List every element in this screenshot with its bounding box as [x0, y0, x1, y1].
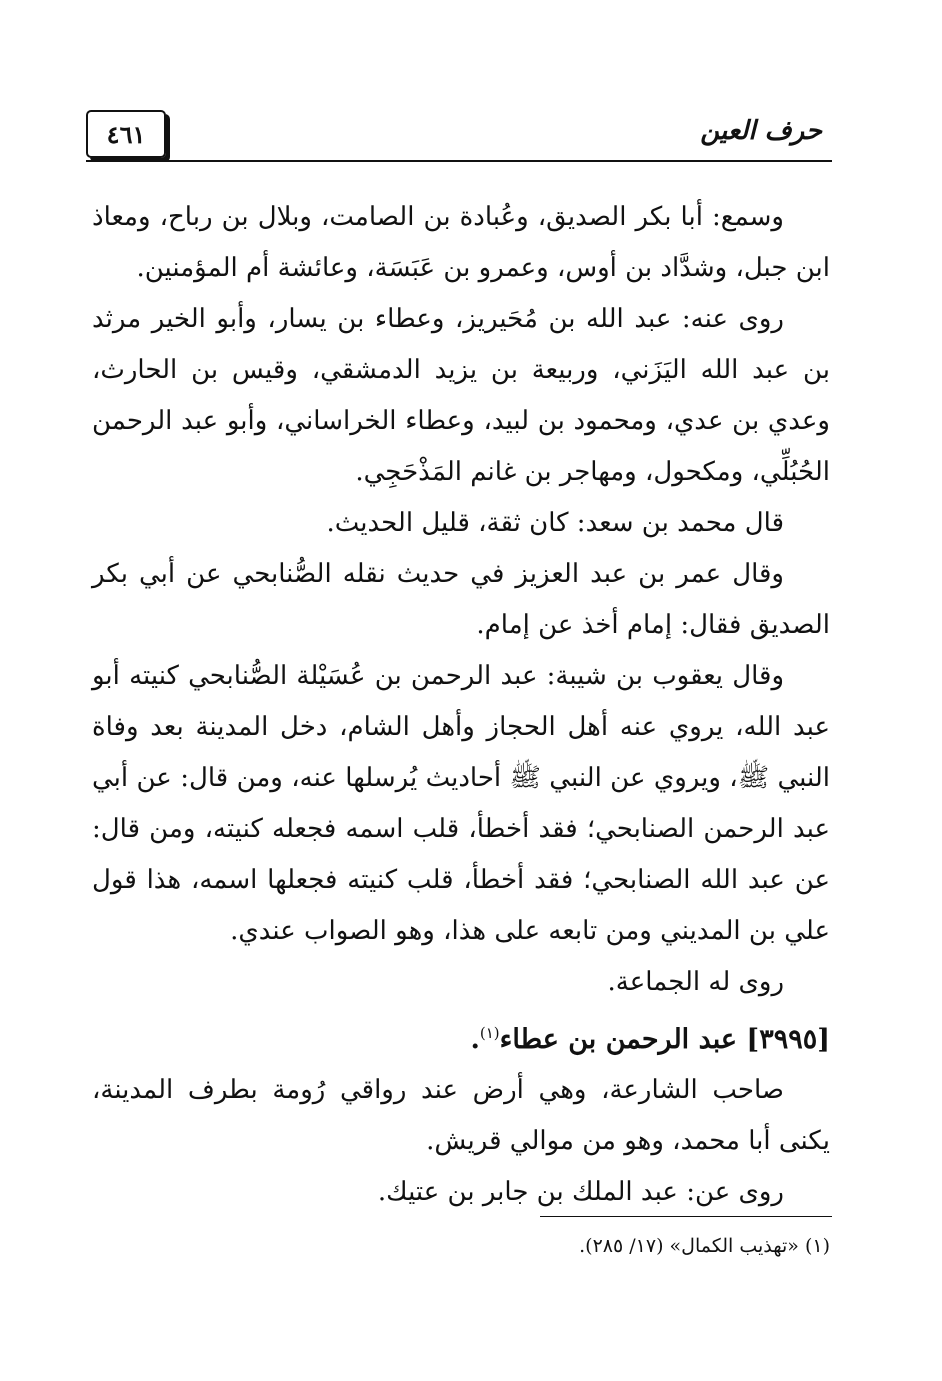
paragraph-narrated-from-him: روى عنه: عبد الله بن مُحَيريز، وعطاء بن يسار، وأبو الخير مرثد بن عبد الله اليَزَني، وربيعة بن يزيد الدمشقي، وقيس بن الحارث، وعدي بن عدي، ومحمود بن لبيد، وعطاء الخراساني، وأبو عبد الرحمن الحُبُلِّي، ومكحول، ومهاجر بن غانم المَذْحَجِي. — [92, 304, 830, 487]
paragraph-yaqub: وقال يعقوب بن شيبة: عبد الرحمن بن عُسَيْلة الصُّنابحي كنيته أبو عبد الله، يروي عنه أهل الحجاز وأهل الشام، دخل المدينة بعد وفاة النبي ﷺ، ويروي عن النبي ﷺ أحاديث يُرسلها عنه، ومن قال: عن أبي عبد الرحمن الصنابحي؛ فقد أخطأ، قلب اسمه فجعله كنيته، ومن قال: عن عبد الله الصنابحي؛ فقد أخطأ، قلب كنيته فجعلها اسمه، هذا قول علي بن المديني ومن تابعه على هذا، وهو الصواب عندي. — [92, 661, 831, 946]
entry-number: [٣٩٩٥] — [746, 1024, 830, 1055]
entry-name: عبد الرحمن بن عطاء — [499, 1024, 738, 1055]
page-number — [86, 110, 166, 158]
running-header: حرف العين — [700, 116, 822, 146]
paragraph-narrated-from: روى عن: عبد الملك بن جابر بن عتيك. — [377, 1177, 784, 1207]
footnote-divider — [540, 1216, 832, 1217]
page-number-text: ٤٦١ — [106, 119, 146, 149]
paragraph-umar: وقال عمر بن عبد العزيز في حديث نقله الصُّنابحي عن أبي بكر الصديق فقال: إمام أخذ عن إمام. — [92, 559, 830, 640]
entry-heading — [92, 1008, 830, 1065]
paragraph-sahib-shariaa: صاحب الشارعة، وهي أرض عند رواقي رُومة بطرف المدينة، يكنى أبا محمد، وهو من موالي قريش. — [92, 1075, 830, 1156]
footnote-reference: (١) — [479, 1024, 500, 1042]
header-divider — [86, 160, 832, 162]
footnote: (١) «تهذيب الكمال» (١٧/ ٢٨٥). — [579, 1235, 830, 1257]
paragraph-ibn-saad: قال محمد بن سعد: كان ثقة، قليل الحديث. — [326, 508, 784, 538]
main-text — [92, 192, 830, 1218]
paragraph-heard-from: وسمع: أبا بكر الصديق، وعُبادة بن الصامت، وبلال بن رباح، ومعاذ ابن جبل، وشدَّاد بن أوس، وعمرو بن عَبَسَة، وعائشة أم المؤمنين. — [92, 202, 830, 283]
entry-heading-end: . — [470, 1024, 480, 1055]
paragraph-jamaa: روى له الجماعة. — [607, 967, 784, 997]
